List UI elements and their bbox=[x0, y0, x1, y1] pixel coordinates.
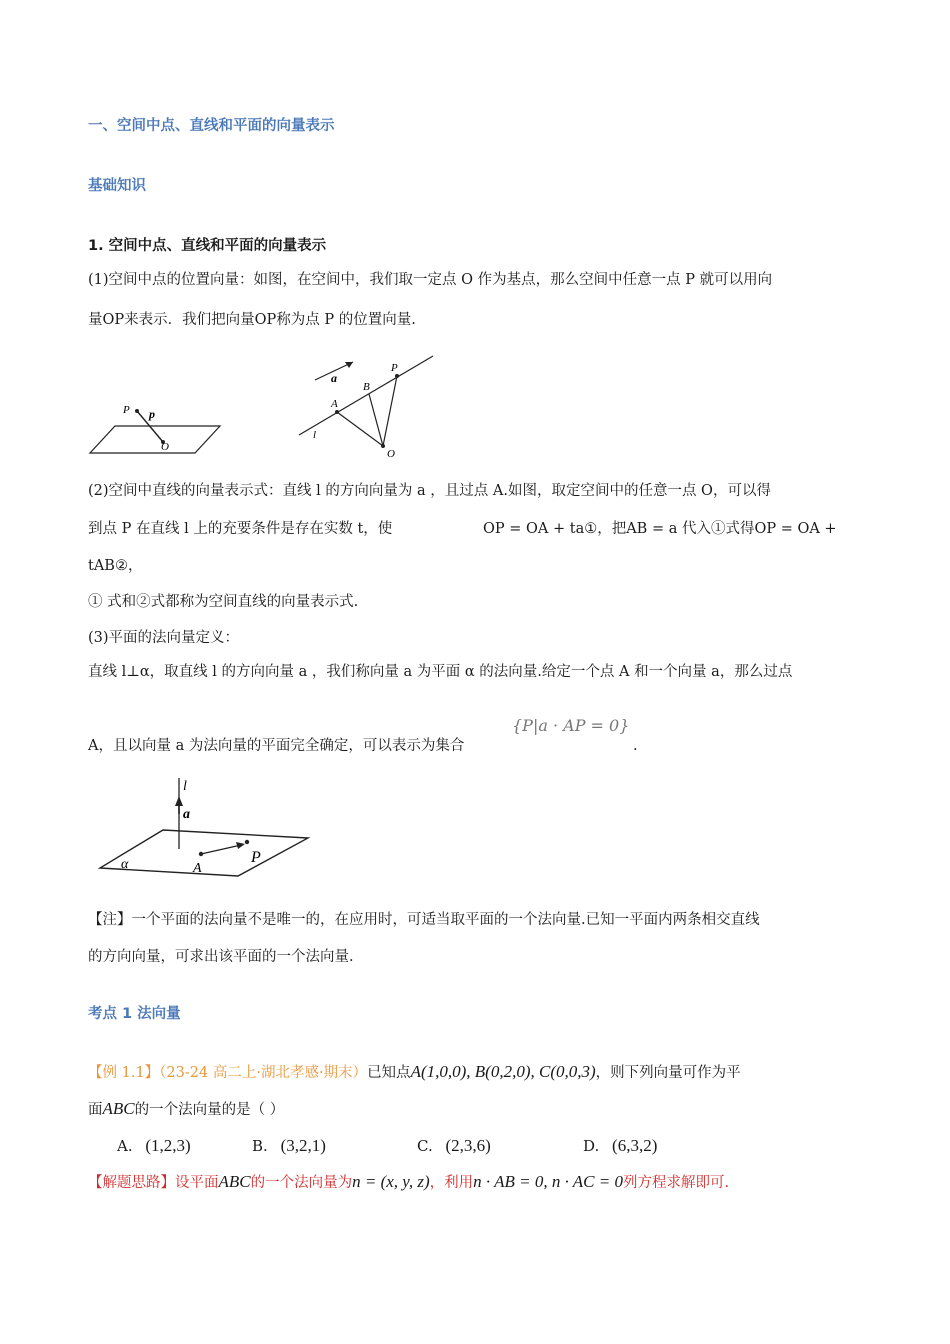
vector-AP bbox=[201, 845, 241, 854]
option-b[interactable] bbox=[252, 1136, 326, 1156]
example-line1 bbox=[88, 1062, 741, 1083]
segment-OA bbox=[337, 412, 383, 446]
normal-vector-set: {P|a · AP = 0} bbox=[512, 716, 630, 735]
section-title: 一、空间中点、直线和平面的向量表示 bbox=[88, 118, 335, 134]
normal-arrowhead bbox=[175, 796, 183, 806]
basic-knowledge-label: 基础知识 bbox=[88, 178, 146, 194]
option-b-value: (3,2,1) bbox=[280, 1136, 326, 1155]
p3-line2: A，且以向量 a 为法向量的平面完全确定，可以表示为集合 bbox=[88, 738, 465, 754]
option-a-label: A. bbox=[117, 1137, 133, 1155]
label-a: a bbox=[331, 371, 337, 385]
label-P3: P bbox=[251, 849, 261, 866]
p2-line1: (2)空间中直线的向量表示式：直线 l 的方向向量为 a ，且过点 A.如图，取定空间中的任意一点 O，可以得 bbox=[88, 483, 771, 499]
solution-eqs: n · AB = 0, n · AC = 0 bbox=[473, 1172, 623, 1191]
option-d[interactable] bbox=[583, 1136, 657, 1156]
label-l: l bbox=[313, 429, 317, 441]
option-c-label: C. bbox=[417, 1137, 433, 1155]
segment-OP bbox=[383, 376, 397, 446]
solution-text-d: 列方程求解即可. bbox=[623, 1175, 730, 1191]
option-a-value: (1,2,3) bbox=[145, 1136, 191, 1155]
note-line1: 【注】一个平面的法向量不是唯一的，在应用时，可适当取平面的一个法向量.已知一平面内两条相交直线 bbox=[88, 912, 760, 928]
solution-text-a: 设平面 bbox=[175, 1175, 219, 1191]
p2-line3: tAB②， bbox=[88, 558, 143, 574]
p3-title: (3)平面的法向量定义： bbox=[88, 630, 240, 646]
option-d-label: D. bbox=[583, 1137, 600, 1155]
label-A3: A bbox=[193, 861, 202, 876]
label-alpha: α bbox=[121, 857, 129, 872]
example-plane-abc: ABC bbox=[102, 1099, 135, 1118]
example-stem-a: 已知点 bbox=[367, 1065, 411, 1081]
label-a3: a bbox=[183, 807, 190, 822]
p2-line4: ① 式和②式都称为空间直线的向量表示式. bbox=[88, 594, 359, 610]
solution-tag: 【解题思路】 bbox=[88, 1175, 175, 1191]
solution-nvec: n = (x, y, z) bbox=[352, 1172, 430, 1191]
example-points: A(1,0,0), B(0,2,0), C(0,0,3) bbox=[410, 1062, 596, 1081]
example-stem-b: ，则下列向量可作为平 bbox=[595, 1065, 741, 1081]
segment-OB bbox=[369, 394, 383, 446]
option-d-value: (6,3,2) bbox=[612, 1136, 658, 1155]
option-c-value: (2,3,6) bbox=[445, 1136, 491, 1155]
example-line2-a: 面 bbox=[88, 1102, 103, 1118]
option-c[interactable] bbox=[417, 1136, 491, 1156]
figure-plane-position-vector bbox=[85, 398, 225, 458]
label-P2: P bbox=[391, 362, 398, 374]
option-a[interactable] bbox=[117, 1136, 191, 1156]
p2-line2: 到点 P 在直线 l 上的充要条件是存在实数 t，使 bbox=[88, 521, 393, 537]
example-tag: 【例 1.1】 bbox=[88, 1065, 160, 1081]
solution-text-c: ，利用 bbox=[429, 1175, 474, 1191]
p3-line1: 直线 l⊥α，取直线 l 的方向向量 a ，我们称向量 a 为平面 α 的法向量.给定一个点 A 和一个向量 a，那么过点 bbox=[88, 664, 793, 680]
p1-line1: (1)空间中点的位置向量：如图，在空间中，我们取一定点 O 作为基点，那么空间中任意一点 P 就可以用向 bbox=[88, 272, 773, 288]
label-p: p bbox=[149, 407, 155, 421]
label-O: O bbox=[161, 441, 169, 453]
p1-line2: 量OP来表示．我们把向量OP称为点 P 的位置向量. bbox=[88, 312, 416, 328]
point-p-dot bbox=[135, 409, 139, 413]
label-l3: l bbox=[183, 779, 187, 794]
example-line2 bbox=[88, 1099, 284, 1120]
vector-AP-arrowhead bbox=[236, 842, 245, 849]
label-P: P bbox=[123, 404, 130, 416]
solution-abc: ABC bbox=[218, 1172, 251, 1191]
item1-title: 1. 空间中点、直线和平面的向量表示 bbox=[88, 238, 327, 254]
figure-line-vector bbox=[295, 350, 440, 462]
p2-line2-formula: OP = OA + ta①，把AB = a 代入①式得OP = OA + bbox=[483, 521, 837, 537]
kaodian-title: 考点 1 法向量 bbox=[88, 1006, 181, 1022]
line-l bbox=[299, 356, 433, 435]
label-A: A bbox=[331, 398, 338, 410]
p3-end-period: . bbox=[633, 738, 638, 754]
option-b-label: B. bbox=[252, 1137, 268, 1155]
label-B: B bbox=[363, 381, 370, 393]
label-O2: O bbox=[387, 448, 395, 460]
plane-shape bbox=[90, 426, 220, 453]
example-source: （23-24 高二上·湖北孝感·期末） bbox=[159, 1065, 368, 1081]
note-line2: 的方向向量，可求出该平面的一个法向量. bbox=[88, 949, 354, 965]
solution-text-b: 的一个法向量为 bbox=[250, 1175, 353, 1191]
solution-line bbox=[88, 1172, 729, 1193]
point-P3-dot bbox=[245, 840, 249, 844]
figure-normal-vector bbox=[95, 770, 315, 880]
example-line2-b: 的一个法向量的是（ ） bbox=[134, 1102, 285, 1118]
